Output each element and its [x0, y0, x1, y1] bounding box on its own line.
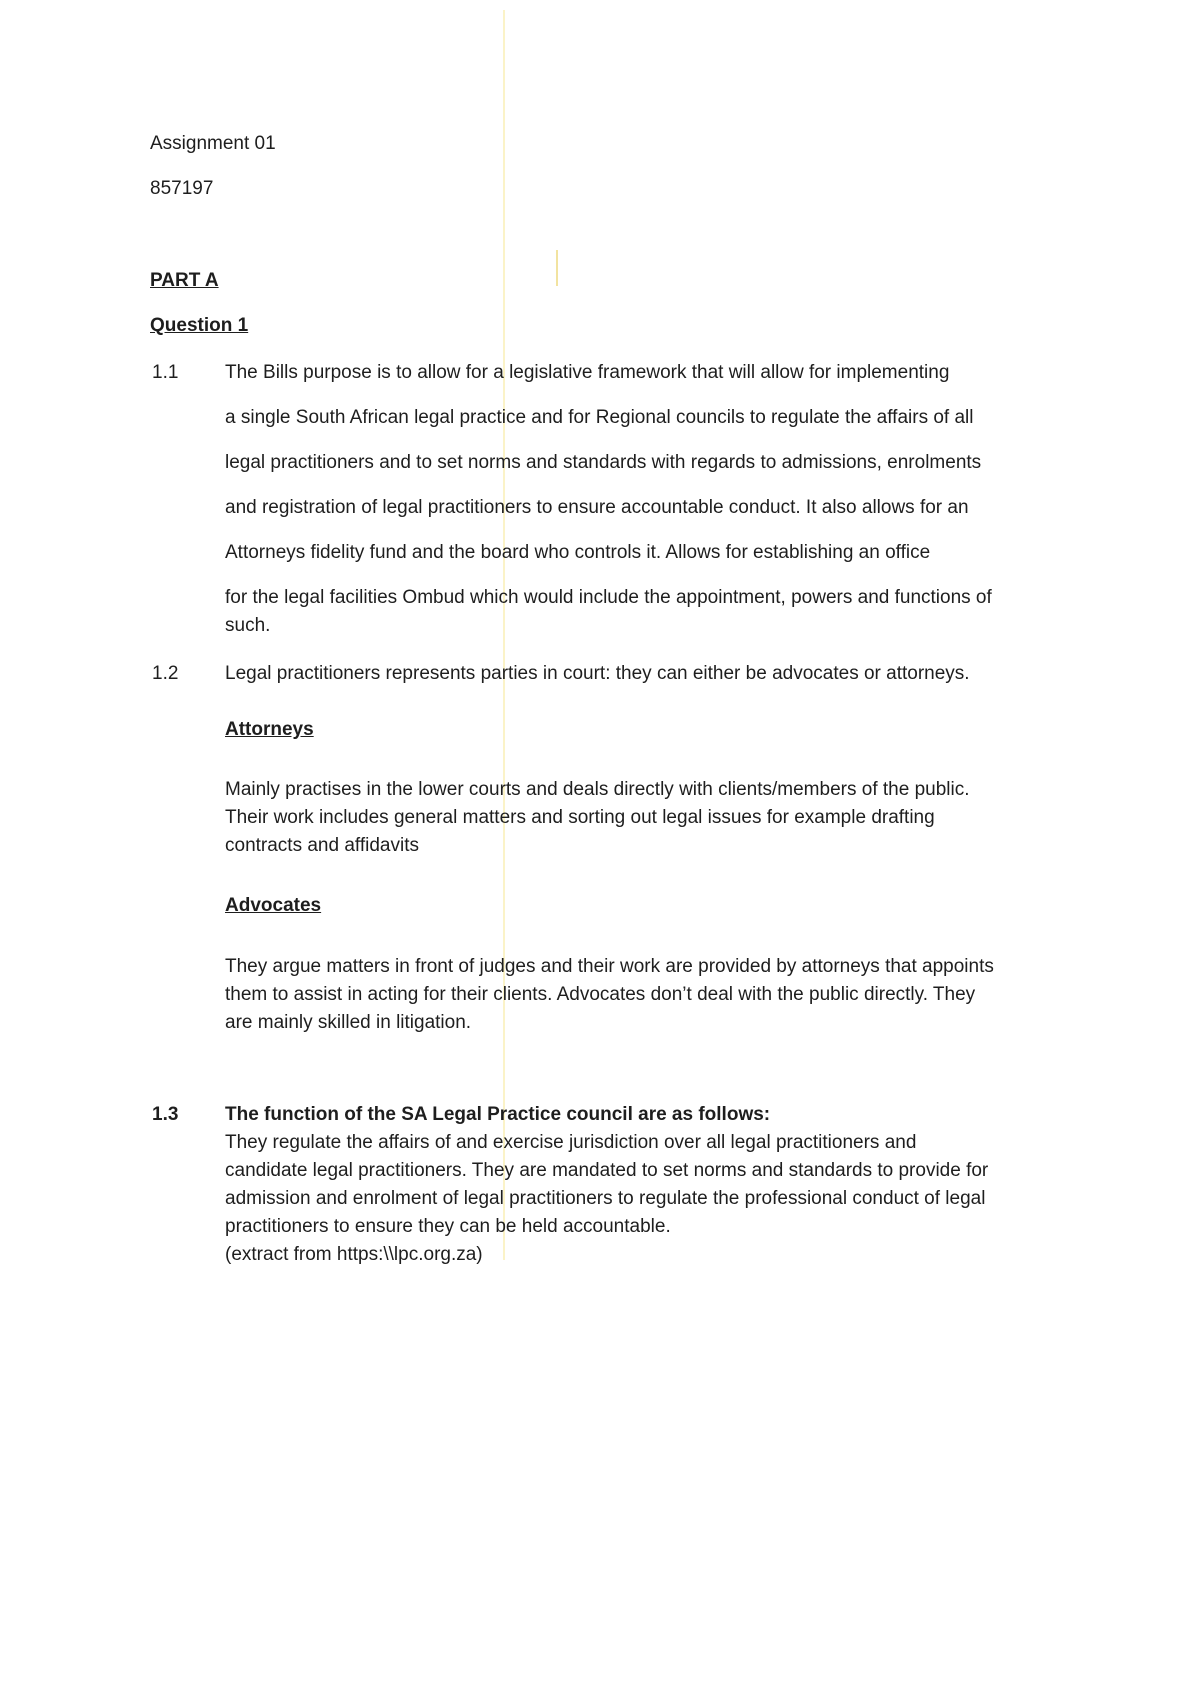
- attorneys-heading: Attorneys: [225, 719, 314, 740]
- q1-3-line: They regulate the affairs of and exercise jurisdiction over all legal practitioners and: [225, 1132, 917, 1153]
- q1-3-paragraph: [225, 1129, 1075, 1269]
- advocates-line: are mainly skilled in litigation.: [225, 1012, 472, 1033]
- attorneys-paragraph: [225, 776, 1075, 860]
- q1-1-line: such.: [225, 615, 271, 636]
- q1-3-source: (extract from https:\\lpc.org.za): [225, 1244, 483, 1265]
- q1-2-intro: Legal practitioners represents parties in court: they can either be advocates or attorneys.: [225, 663, 970, 684]
- q1-1-number: 1.1: [152, 362, 179, 383]
- q1-1-line: The Bills purpose is to allow for a legislative framework that will allow for implementing: [225, 362, 950, 383]
- q1-1-line: legal practitioners and to set norms and standards with regards to admissions, enrolments: [225, 452, 982, 473]
- attorneys-line: Mainly practises in the lower courts and deals directly with clients/members of the public.: [225, 779, 970, 800]
- q1-3-line: practitioners to ensure they can be held accountable.: [225, 1216, 671, 1237]
- attorneys-line: contracts and affidavits: [225, 835, 419, 856]
- q1-3-heading: The function of the SA Legal Practice council are as follows:: [225, 1104, 771, 1125]
- q1-1-line: for the legal facilities Ombud which would include the appointment, powers and functions of: [225, 587, 992, 608]
- part-title: PART A: [150, 270, 219, 291]
- scan-artifact-line: [503, 10, 505, 1260]
- advocates-paragraph: [225, 953, 1075, 1037]
- advocates-line: They argue matters in front of judges and their work are provided by attorneys that appoints: [225, 956, 994, 977]
- q1-3-number: 1.3: [152, 1104, 179, 1125]
- q1-3-line: candidate legal practitioners. They are mandated to set norms and standards to provide for: [225, 1160, 989, 1181]
- q1-3-line: admission and enrolment of legal practitioners to regulate the professional conduct of legal: [225, 1188, 986, 1209]
- q1-1-line: a single South African legal practice and for Regional councils to regulate the affairs of all: [225, 407, 974, 428]
- q1-1-line: Attorneys fidelity fund and the board who controls it. Allows for establishing an office: [225, 542, 931, 563]
- assignment-title: Assignment 01: [150, 133, 276, 154]
- advocates-heading: Advocates: [225, 895, 322, 916]
- advocates-line: them to assist in acting for their clients. Advocates don’t deal with the public directly. They: [225, 984, 976, 1005]
- q1-1-line: and registration of legal practitioners to ensure accountable conduct. It also allows for an: [225, 497, 969, 518]
- scan-artifact-mark: [556, 250, 558, 286]
- student-number: 857197: [150, 178, 214, 199]
- q1-2-number: 1.2: [152, 663, 179, 684]
- attorneys-line: Their work includes general matters and sorting out legal issues for example drafting: [225, 807, 935, 828]
- question-title: Question 1: [150, 315, 249, 336]
